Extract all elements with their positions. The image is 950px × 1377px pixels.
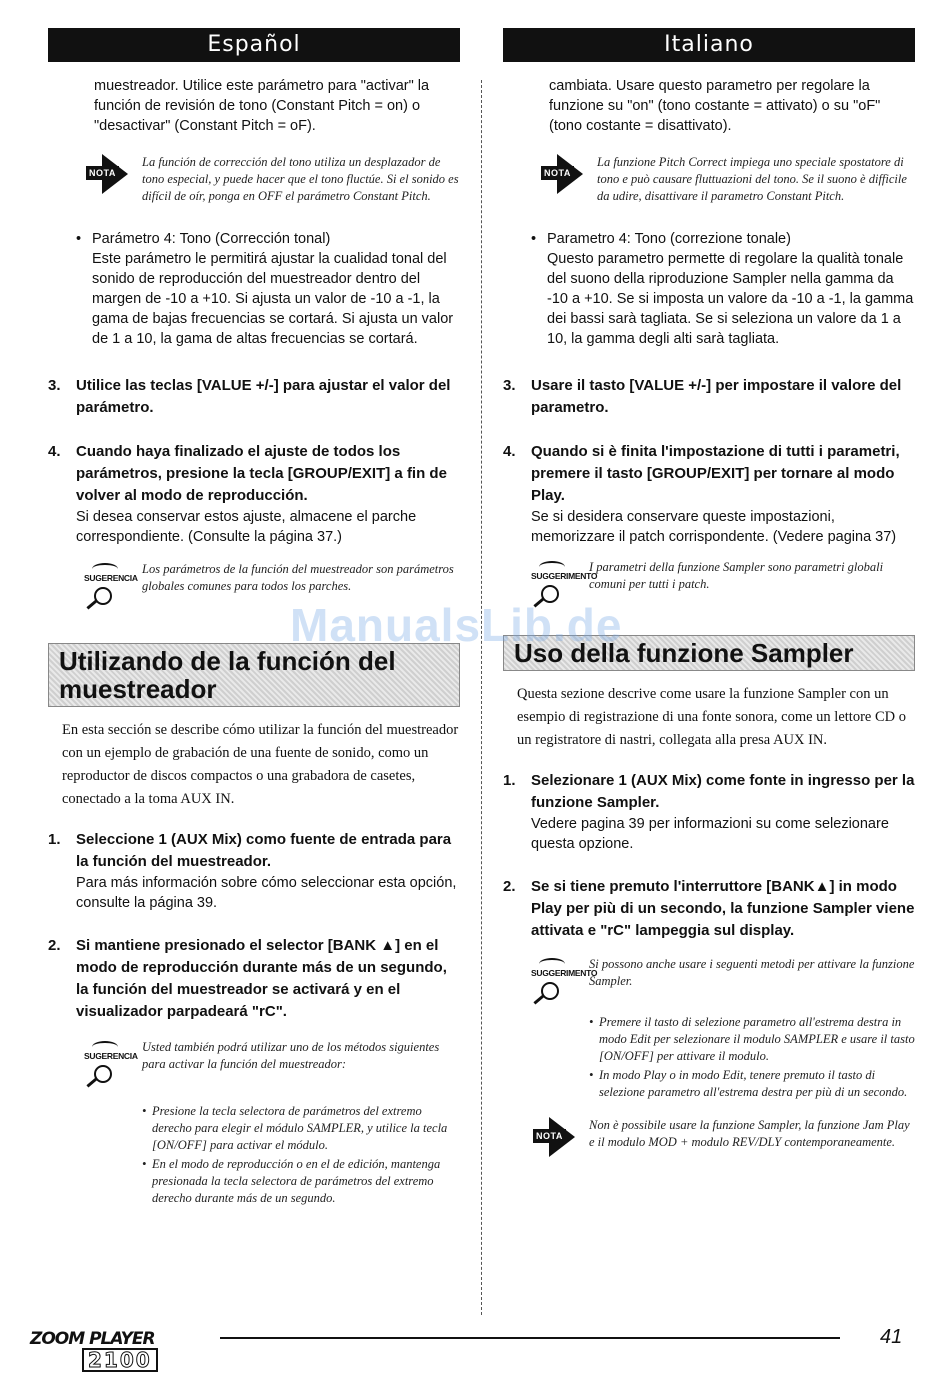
italian-step-4: 4. Quando si è finita l'impostazione di tutti i parametri, premere il tasto [GROUP/EXIT] per tornare al modo Play. Se si desidera conservare queste impostazioni, memorizzare il patch corrispondente. (Vedere pagina 37) xyxy=(503,441,915,547)
step-title: Selezionare 1 (AUX Mix) come fonte in ingresso per la funzione Sampler. xyxy=(531,772,915,811)
step-desc: Si desea conservar estos ajuste, almacene el parche correspondiente. (Consulte la página 37.) xyxy=(76,509,417,545)
spanish-s2: 2. Si mantiene presionado el selector [BANK ▲] en el modo de reproducción durante más de un segundo, la función del muestreador se activará y en el visualizador parpadeará "rC". xyxy=(48,935,460,1023)
column-divider xyxy=(481,80,482,1315)
spanish-intro: muestreador. Utilice este parámetro para "activar" la función de revisión de tono (Constant Pitch = on) o "desactivar" (Constant Pitch = oF). xyxy=(94,78,430,134)
step-title: Quando si è finita l'impostazione di tutti i parametri, premere il tasto [GROUP/EXIT] per tornare al modo Play. xyxy=(531,443,900,504)
param4-title: Parametro 4: Tono (correzione tonale) xyxy=(547,231,791,247)
nota-icon: NOTA xyxy=(84,154,142,198)
step-title: Utilice las teclas [VALUE +/-] para ajustar el valor del parámetro. xyxy=(76,377,451,416)
param4-desc: Este parámetro le permitirá ajustar la cualidad tonal del sonido de reproducción del muestreador dentro del margen de -10 a +10. Si ajusta un valor de -10 a -1, la gama de bajas frecuencias se cortará. Si ajusta un valor de 1 a 10, la gama de altas frecuencias se cortará. xyxy=(92,251,454,347)
italian-header: Italiano xyxy=(503,28,915,62)
italian-s1: 1. Selezionare 1 (AUX Mix) come fonte in ingresso per la funzione Sampler. Vedere pagina 39 per informazioni su come selezionare questa opzione. xyxy=(503,772,915,852)
brand-name: ZOOM PLAYER xyxy=(30,1329,155,1349)
list-item: • En el modo de reproducción o en el de edición, mantenga presionada la tecla selectora de parámetros del extremo derecho durante más de un segundo. xyxy=(142,1157,441,1205)
italian-column xyxy=(503,28,915,1161)
param4-desc: Questo parametro permette di regolare la qualità tonale del suono della riproduzione Sampler nella gamma da -10 a +10. Se si imposta un valore da -10 a -1, la gamma dei bassi sarà tagliata. Se si seleziona un valore da 1 a 10, la gamma degli alti sarà tagliata. xyxy=(547,251,914,347)
note-text: La función de corrección del tono utiliza un desplazador de tono especial, y puede hacer que el tono fluctúe. Si el sonido es difícil de oír, ponga en OFF el parámetro Constant Pitch. xyxy=(142,155,459,203)
italian-tip-2-list xyxy=(589,1014,915,1101)
list-item: • Presione la tecla selectora de parámetros del extremo derecho para elegir el módulo SAMPLER, y utilice la tecla [ON/OFF] para activar el módulo. xyxy=(142,1104,448,1152)
italian-note-1 xyxy=(539,154,915,205)
italian-note-2 xyxy=(531,1117,915,1161)
spanish-note-1 xyxy=(84,154,460,205)
magnifier-icon: SUGGERIMENTO xyxy=(531,559,589,613)
spanish-section-title: Utilizando de la función del muestreador xyxy=(48,643,460,707)
step-desc: Se si desidera conservare queste impostazioni, memorizzare il patch corrispondente. (Vedere pagina 37) xyxy=(531,509,897,545)
nota-icon: NOTA xyxy=(531,1117,589,1161)
footer-rule xyxy=(220,1337,840,1339)
step-desc: Vedere pagina 39 per informazioni su come selezionare questa opzione. xyxy=(531,816,889,852)
spanish-step-3: 3. Utilice las teclas [VALUE +/-] para ajustar el valor del parámetro. xyxy=(48,375,460,419)
nota-icon: NOTA xyxy=(539,154,597,198)
spanish-header: Español xyxy=(48,28,460,62)
tip-text: Los parámetros de la función del muestreador son parámetros globales comunes para todos los parches. xyxy=(142,562,454,593)
page-number: 41 xyxy=(880,1326,903,1348)
step-desc: Para más información sobre cómo seleccionar esta opción, consulte la página 39. xyxy=(76,875,457,911)
footer-logo xyxy=(30,1330,158,1372)
spanish-tip-2 xyxy=(84,1039,460,1093)
italian-intro: cambiata. Usare questo parametro per regolare la funzione su "on" (tono costante = attivato) o su "oF" (tono costante = disattivato). xyxy=(549,78,881,134)
spanish-param4: • Parámetro 4: Tono (Corrección tonal) Este parámetro le permitirá ajustar la cualidad tonal del sonido de reproducción del muestreador dentro del margen de -10 a +10. Si ajusta un valor de -10 a -1, la gama de bajas frecuencias se cortará. Si ajusta un valor de 1 a 10, la gama de altas frecuencias se cortará. xyxy=(76,229,460,349)
italian-param4: • Parametro 4: Tono (correzione tonale) Questo parametro permette di regolare la qualità tonale del suono della riproduzione Sampler nella gamma da -10 a +10. Se si imposta un valore da -10 a -1, la gamma dei bassi sarà tagliata. Se si seleziona un valore da 1 a 10, la gamma degli alti sarà tagliata. xyxy=(531,231,914,347)
italian-step-3: 3. Usare il tasto [VALUE +/-] per impostare il valore del parametro. xyxy=(503,375,915,419)
italian-tip-2 xyxy=(531,956,915,1010)
magnifier-icon: SUGERENCIA xyxy=(84,1039,142,1093)
tip-text: Si possono anche usare i seguenti metodi per attivare la funzione Sampler. xyxy=(589,957,915,988)
note-text: La funzione Pitch Correct impiega uno speciale spostatore di tono e può causare fluttuazioni del tono. Se il suono è difficile da udire, disattivare il parametro Constant Pitch. xyxy=(597,155,907,203)
param4-title: Parámetro 4: Tono (Corrección tonal) xyxy=(92,231,331,247)
magnifier-icon: SUGGERIMENTO xyxy=(531,956,589,1010)
spanish-section-body: En esta sección se describe cómo utilizar la función del muestreador con un ejemplo de grabación de una fuente de sonido, como un reproductor de discos compactos o una grabadora de casetes, conectado a la toma AUX IN. xyxy=(62,722,459,807)
italian-s2: 2. Se si tiene premuto l'interruttore [BANK▲] in modo Play per più di un secondo, la funzione Sampler viene attivata e "rC" lampeggia sul display. xyxy=(503,876,915,942)
watermark: ManualsLib.de xyxy=(290,599,623,651)
tip-text: I parametri della funzione Sampler sono parametri globali comuni per tutti i patch. xyxy=(589,560,884,591)
spanish-s1: 1. Seleccione 1 (AUX Mix) como fuente de entrada para la función del muestreador. Para más información sobre cómo seleccionar esta opción, consulte la página 39. xyxy=(48,829,460,913)
italian-section-body: Questa sezione descrive come usare la funzione Sampler con un esempio di registrazione di una fonte sonora, come un lettore CD o un registratore di nastri, collegata alla presa AUX IN. xyxy=(517,686,906,748)
spanish-step-4: 4. Cuando haya finalizado el ajuste de todos los parámetros, presione la tecla [GROUP/EXIT] a fin de volver al modo de reproducción. Si desea conservar estos ajuste, almacene el parche correspondiente. (Consulte la página 37.) xyxy=(48,441,460,547)
italian-section-title: Uso della funzione Sampler xyxy=(503,635,915,671)
tip-text: Usted también podrá utilizar uno de los métodos siguientes para activar la función del muestreador: xyxy=(142,1040,440,1071)
spanish-tip-2-list xyxy=(142,1103,460,1207)
step-title: Seleccione 1 (AUX Mix) como fuente de entrada para la función del muestreador. xyxy=(76,831,452,870)
step-title: Cuando haya finalizado el ajuste de todos los parámetros, presione la tecla [GROUP/EXIT] a fin de volver al modo de reproducción. xyxy=(76,443,447,504)
list-item: • In modo Play o in modo Edit, tenere premuto il tasto di selezione parametro all'estrema destra per più di un secondo. xyxy=(589,1068,908,1099)
list-item: • Premere il tasto di selezione parametro all'estrema destra in modo Edit per selezionare il modulo SAMPLER e usare il tasto [ON/OFF] per attivare il modulo. xyxy=(589,1015,915,1063)
magnifier-icon: SUGERENCIA xyxy=(84,561,142,615)
step-title: Usare il tasto [VALUE +/-] per impostare il valore del parametro. xyxy=(531,377,902,416)
step-title: Si mantiene presionado el selector [BANK ▲] en el modo de reproducción durante más de un segundo, la función del muestreador se activará y en el visualizador parpadeará "rC". xyxy=(76,937,447,1020)
note-text: Non è possibile usare la funzione Sampler, la funzione Jam Play e il modulo MOD + modulo REV/DLY contemporaneamente. xyxy=(589,1118,910,1149)
model-number: 2100 xyxy=(82,1348,158,1372)
step-title: Se si tiene premuto l'interruttore [BANK▲] in modo Play per più di un secondo, la funzione Sampler viene attivata e "rC" lampeggia sul display. xyxy=(531,878,915,939)
